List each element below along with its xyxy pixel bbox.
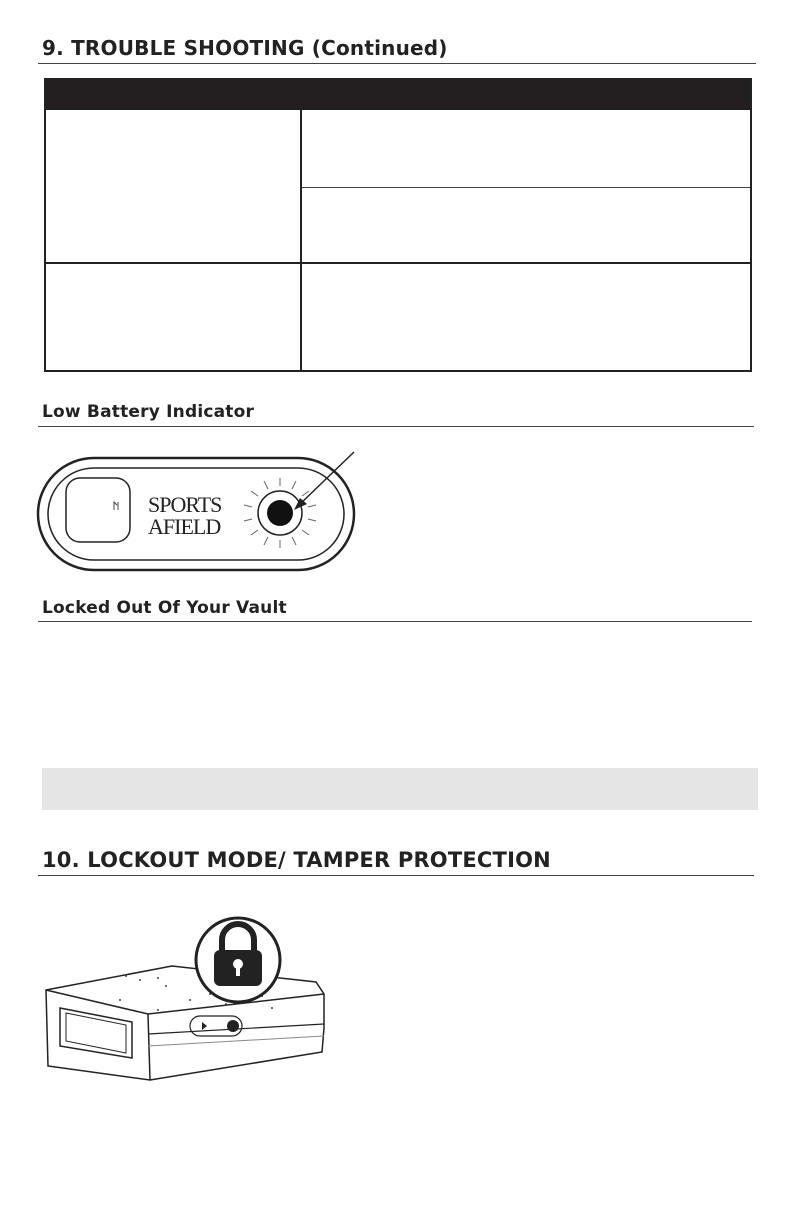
vault-illustration [46, 966, 324, 1080]
brand-logo-line-2: AFIELD [148, 514, 221, 539]
table-column-divider [300, 110, 302, 372]
padlock-icon [196, 918, 280, 1002]
brand-logo-line-1: SPORTS [148, 492, 222, 517]
keypad-device-illustration [36, 448, 366, 572]
section-10-title: 10. LOCKOUT MODE/ TAMPER PROTECTION [42, 848, 551, 872]
section-9-title: 9. TROUBLE SHOOTING (Continued) [42, 36, 448, 60]
table-inner-row-divider [302, 187, 750, 188]
section-9-rule [38, 63, 756, 64]
vault-lockout-illustration [40, 908, 340, 1084]
locked-out-rule [38, 621, 752, 622]
note-band [42, 768, 758, 810]
low-battery-title: Low Battery Indicator [42, 402, 255, 422]
locked-out-title: Locked Out Of Your Vault [42, 598, 287, 618]
section-10-rule [38, 875, 754, 876]
table-row-divider [46, 262, 750, 264]
troubleshooting-table [44, 78, 752, 372]
low-battery-rule [38, 426, 754, 427]
table-header [46, 80, 750, 110]
low-battery-led [267, 500, 293, 526]
